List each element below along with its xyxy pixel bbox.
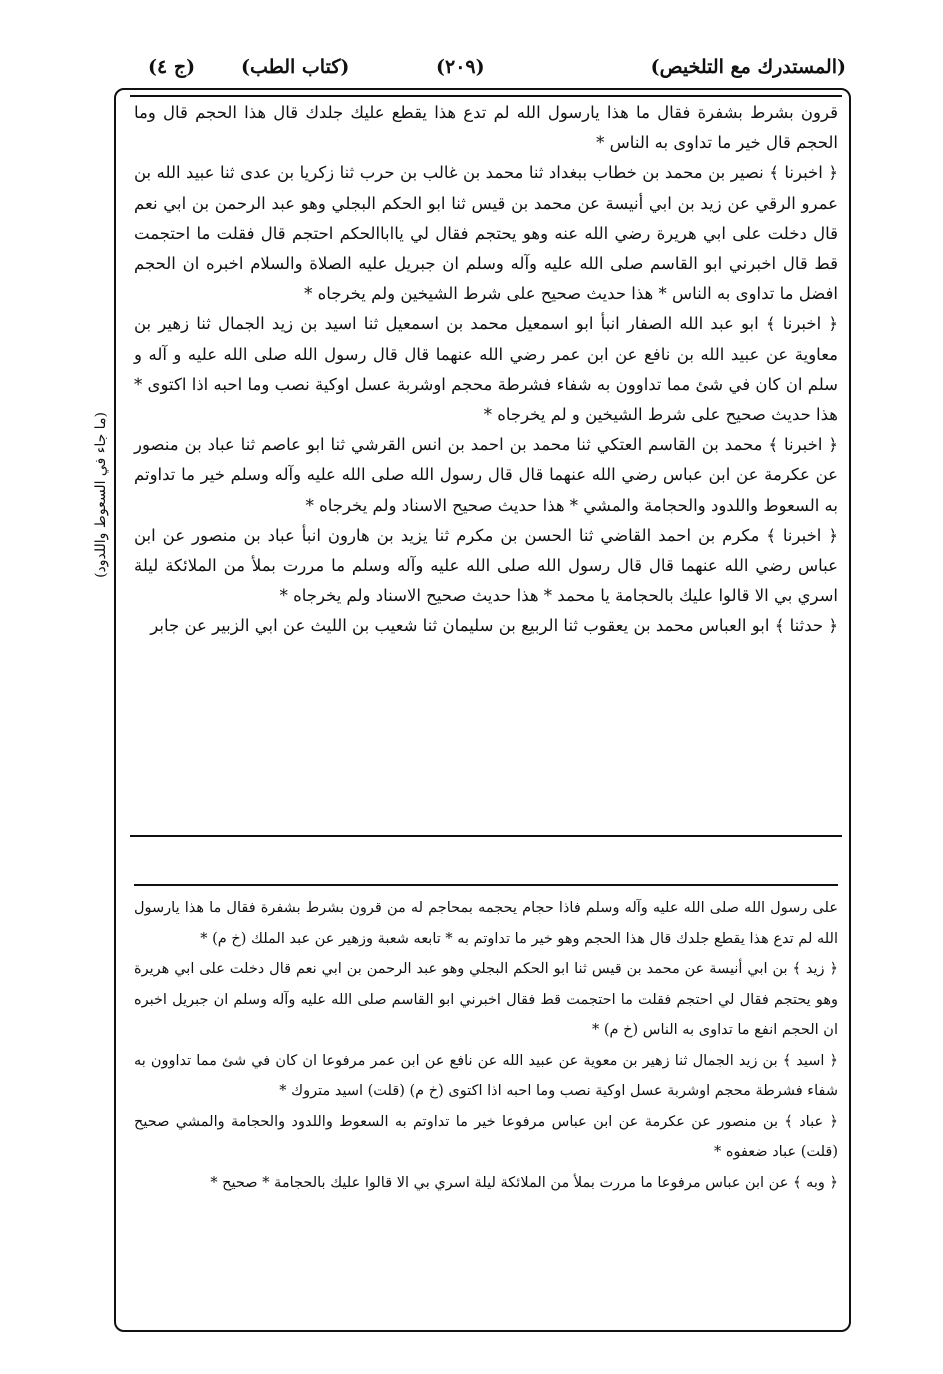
notes-divider	[134, 884, 838, 886]
book-title: (المستدرك مع التلخيص)	[650, 56, 846, 78]
main-paragraph: ﴿ اخبرنا ﴾ نصير بن محمد بن خطاب ببغداد ثنا محمد بن غالب بن حرب ثنا زكريا بن عدى ثنا عبيد الله بن عمرو الرقي عن زيد بن ابي أنيسة عن محمد بن قيس ثنا ابو الحكم البجلي وهو عبد الرحمن بن ابي نعم قال دخلت على ابي هريرة رضي الله عنه وهو يحتجم فقال لي يااباالحكم احتجم قال فقلت ما احتجمت قط قال اخبرني ابو القاسم صلى الله عليه وآله وسلم ان جبريل عليه الصلاة والسلام اخبره ان الحجم افضل ما تداوى به الناس * هذا حديث صحيح على شرط الشيخين ولم يخرجاه *	[134, 163, 838, 304]
running-header	[136, 50, 846, 90]
note-paragraph: ﴿ وبه ﴾ عن ابن عباس مرفوعا ما مررت بملأ من الملائكة ليلة اسري بي الا قالوا عليك بالحجامة * صحيح *	[210, 1174, 838, 1191]
note-paragraph: على رسول الله صلى الله عليه وآله وسلم فاذا حجام يحجمه بمحاجم له من قرون بشرط بشفرة فقال ما هذا يارسول الله لم تدع هذا يقطع جلدك قال هذا الحجم وهو خير ما تداوتم به * تابعه شعبة وزهير عن عبد الملك (خ م) *	[134, 900, 838, 947]
note-paragraph: ﴿ زيد ﴾ بن ابي أنيسة عن محمد بن قيس ثنا ابو الحكم البجلي وهو عبد الرحمن بن ابي نعم قال دخلت على ابي هريرة وهو يحتجم فقال لي احتجم فقلت ما احتجمت قط فقال اخبرني ابو القاسم صلى الله عليه وآله وسلم ان جبريل اخبره ان الحجم انفع ما تداوى به الناس (خ م) *	[134, 961, 838, 1038]
main-paragraph: ﴿ حدثنا ﴾ ابو العباس محمد بن يعقوب ثنا الربيع بن سليمان ثنا شعيب بن الليث عن ابي الزبير عن جابر	[150, 616, 838, 636]
section-title: (كتاب الطب)	[241, 56, 350, 78]
main-text	[134, 98, 838, 642]
main-paragraph: ﴿ اخبرنا ﴾ مكرم بن احمد القاضي ثنا الحسن بن مكرم ثنا يزيد بن هارون انبأ عباد بن منصور عن ابن عباس رضي الله عنهما قال قال رسول الله صلى الله عليه وآله وسلم ما مررت بملأ من الملائكة ليلة اسري بي الا قالوا عليك بالحجامة يا محمد * هذا حديث صحيح الاسناد ولم يخرجاه *	[134, 525, 838, 606]
volume-number: (ج ٤)	[148, 56, 196, 78]
main-paragraph: ﴿ اخبرنا ﴾ محمد بن القاسم العتكي ثنا محمد بن احمد بن انس القرشي ثنا ابو عاصم ثنا عباد بن منصور عن عكرمة عن ابن عباس رضي الله عنهما قال قال رسول الله صلى الله عليه وآله وسلم خير ما تداوتم به السعوط واللدود والحجامة والمشي * هذا حديث صحيح الاسناد ولم يخرجاه *	[134, 435, 838, 515]
main-paragraph: ﴿ اخبرنا ﴾ ابو عبد الله الصفار انبأ ابو اسمعيل محمد بن اسمعيل ثنا اسيد بن زيد الجمال ثنا زهير بن معاوية عن عبيد الله بن نافع عن ابن عمر رضي الله عنهما قال قال رسول الله صلى الله عليه و آله و سلم ان كان في شئ مما تداوون به شفاء فشرطة محجم اوشربة عسل اوكية نصب وما احبه اذا اكتوى * هذا حديث صحيح على شرط الشيخين و لم يخرجاه *	[134, 314, 838, 425]
margin-note	[76, 350, 126, 640]
note-paragraph: ﴿ اسيد ﴾ بن زيد الجمال ثنا زهير بن معوية عن عبيد الله عن نافع عن ابن عمر مرفوعا ان كان في شئ مما تداوون به شفاء فشرطة محجم اوشربة عسل اوكية نصب وما احبه اذا اكتوى (خ م) (قلت) اسيد متروك *	[134, 1052, 838, 1099]
page-number: (٢٠٩)	[436, 56, 485, 78]
note-paragraph: ﴿ عباد ﴾ بن منصور عن عكرمة عن ابن عباس مرفوعا خير ما تداوتم به السعوط واللدود والحجامة والمشي صحيح (قلت) عباد ضعفوه *	[134, 1113, 838, 1160]
margin-note-text: (ما جاء في السعوط واللدود)	[93, 412, 109, 578]
main-paragraph: قرون بشرط بشفرة فقال ما هذا يارسول الله لم تدع هذا يقطع عليك جلدك قال هذا الحجم قال وما الحجم قال خير ما تداوى به الناس *	[134, 103, 838, 153]
talkhis-notes	[134, 893, 838, 1198]
